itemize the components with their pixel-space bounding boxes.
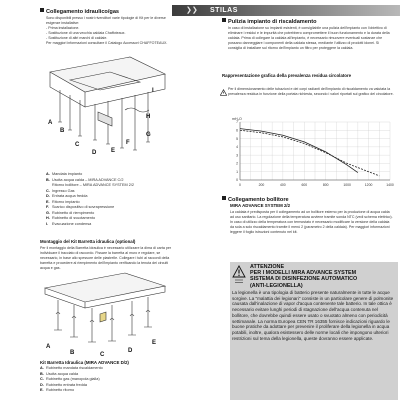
legend-item: F. Scarico dispositivo di sovrapressione — [46, 205, 115, 209]
bullet-square-icon — [222, 18, 226, 22]
notice-title: ATTENZIONE PER I MODELLI MIRA ADVANCE SYSTEM SISTEMA DI DISINFEZIONE AUTOMATICO (ANTI-LEGIONELLA) — [250, 264, 358, 289]
legend-item: B. Uscita acqua calda – MIRA ADVANCE C/2 — [46, 177, 124, 182]
fig2-callout: B — [70, 350, 75, 356]
section-title-idraulico: Collegamento idraulico/gas — [40, 8, 119, 16]
fig1-callout: I — [152, 88, 154, 94]
section-title-pulizia: Pulizia impianto di riscaldamento — [222, 18, 317, 26]
fig1-callout: A — [48, 120, 53, 126]
fig1-callout: D — [92, 150, 97, 156]
legend-item: D. Rubinetto entrata fredda — [40, 382, 87, 387]
bullet-square-icon — [40, 8, 44, 12]
fig1-callout: H — [146, 114, 151, 120]
fig2-callout: A — [46, 344, 51, 350]
section-body-bollitore: La caldaia è predisposta per il collegamento ad un bollitore esterno per la produzione di acqua calda ad uso sanitario. La regolazione della temperatura avviene tramite sonda NTC (vedi schema elettrico). In caso di utilizzo della temperatura con termostato è necessario modificare la versione della caldaia da sola a solo riscaldamento tramite il menù 2 (parametro 2 della caldaia). Per maggiori informazioni leggere il foglio istruzioni contenuto nel kit. — [230, 210, 393, 234]
fig1-callout: B — [60, 128, 65, 134]
section-body-prevalenza: Per il dimensionamento delle tubazioni e dei corpi radianti dell'impianto di riscaldamento va valutata la prevalenza residua in funzione della portata richiesta, secondo i valori riportati sul grafico del circolatore. — [228, 87, 394, 96]
chart-x-tick-label: 200 — [258, 183, 265, 187]
fig2-callout: D — [128, 348, 133, 354]
legend-item: H. Rubinetto di svuotamento — [46, 216, 96, 220]
legend-item: E. Rubinetto ritorno — [40, 388, 75, 392]
info-triangle-icon — [220, 89, 227, 96]
legend-item: C. Ingresso Gas — [46, 188, 75, 193]
chart-x-tick-label: 800 — [322, 183, 329, 187]
notice-body: La legionella è una tipologia di batterio presente naturalmente in tutte le acque sorgive. La "malattia dei legionari" consiste in un particolare genere di polmonite causata dall'inalazione di vapor d'acqua contenente tale batterio. In tale ottica è necessario evitare lunghi periodi di stagnazione dell'acqua contenuta nel bollitore, che dovrebbe quindi essere usato o svuotato almeno con periodicità settimanale. La norma Europea CEN TR 16355 fornisce indicazioni riguardo le buone pratiche da adottare per prevenire il proliferare della legionella in acqua potabili, inoltre, qualora esistessero delle norme locali che impongono ulteriori restrizioni sul tema della legionella, queste dovranno essere applicate. — [232, 290, 394, 341]
chart-x-tick-label: 0 — [239, 183, 241, 187]
fig1-callout: E — [111, 148, 116, 154]
legend-item: G. Rubinetto di riempimento — [46, 210, 95, 215]
legend-hydraulic-bar — [40, 366, 103, 394]
legend-item: E. Ritorno impianto — [46, 199, 80, 204]
header-bar — [172, 5, 400, 16]
chart-y-tick-label: 7 — [236, 120, 238, 125]
section-title-prevalenza: Rappresentazione grafica della prevalenza residua circolatore — [222, 73, 352, 78]
legend-item: B. Uscita acqua calda — [40, 371, 79, 376]
chart-series-line — [240, 130, 379, 176]
fig2-callout: E — [152, 340, 157, 346]
legend-item: C. Rubinetto gas (manopola gialla) — [40, 377, 100, 381]
chart-y-tick-label: 4 — [236, 145, 238, 150]
chart-y-tick-label: 0 — [236, 178, 238, 183]
chart-x-tick-label: 1400 — [386, 183, 394, 187]
fig1-callout: G — [146, 132, 151, 138]
section-body-barretta: Per il montaggio della Barretta Idraulica è necessario utilizzare la dima di carta per individuare il tracciato di raccordo. Fissare la barretta al muro e regolare, se necessario, in base allo spessore delle piastrelle. Collegare i tubi ai raccordi della barretta e procedere al riempimento dell'impianto verificando la tenuta dei circuiti acqua e gas. — [40, 246, 172, 270]
bullet-square-icon — [222, 196, 226, 200]
section-title-barretta: Montaggio del Kit Barretta idraulica (optional) — [40, 239, 136, 244]
legend-bar-title: Kit Barretta Idraulica (MIRA ADVANCE D/2) — [40, 360, 129, 365]
chart-y-tick-label: 6 — [236, 128, 238, 133]
legend-item: Ritorno bollitore – MIRA ADVANCE SYSTEM 2/2 — [52, 183, 135, 187]
warning-hand-icon — [232, 265, 246, 285]
chart-x-tick-label: 1000 — [343, 183, 351, 187]
chart-y-tick-label: 2 — [236, 161, 238, 166]
legend-item: D. Entrata acqua fredda — [46, 194, 88, 198]
chart-x-tick-label: 400 — [280, 183, 286, 187]
legend-connections — [46, 172, 134, 227]
fig2-callout: C — [100, 352, 105, 358]
figure-boiler-connections — [40, 52, 170, 172]
section-body-pulizia: In caso di installazione su impianti esistenti, è consigliabile una pulizia dell'impianto con l'obiettivo di eliminare i residui e le impurità che potrebbero compromettere il buon funzionamento e la durata della caldaia. Prima di collegare la caldaia all'impianto, è necessario rimuovere eventuali sostanze che possano danneggiare i componenti della caldaia stessa, mediante l'utilizzo di prodotti idonei. Si consiglia di installare sul ritorno dell'impianto un filtro per proteggere la caldaia. — [228, 26, 390, 50]
pump-head-chart — [226, 114, 396, 194]
chart-x-tick-label: 1200 — [364, 183, 373, 187]
fig1-callout: C — [75, 142, 80, 148]
chart-y-axis-label: mH₂O — [232, 117, 242, 121]
chart-x-tick-label: 600 — [301, 183, 308, 187]
section-body-idraulico: Sono disponibili presso i nostri rivenditori varie tipologie di Kit per le diverse esigenze installative: - Prima installazione. - Sostituzione di una vecchia caldaia Chaffoteaux. - Sostituzione di altri marchi di caldaie. Per maggiori informazioni consultare il Catalogo Accessori CHAFFOTEAUX. — [46, 16, 168, 45]
legend-item: A. Rubinetto mandata riscaldamento — [40, 366, 103, 370]
chart-y-tick-label: 5 — [236, 136, 238, 141]
chart-series-line — [240, 129, 358, 173]
figure-hydraulic-bar — [40, 268, 170, 358]
legend-item: I. Evacuazione condensa — [46, 221, 92, 226]
fig1-callout: F — [126, 140, 130, 146]
chart-y-tick-label: 3 — [236, 153, 238, 158]
section-title-bollitore: Collegamento bollitore — [222, 196, 289, 204]
chart-y-tick-label: 1 — [236, 169, 238, 174]
nav-chevrons-icon: ❯❯ — [186, 7, 198, 14]
section-subtitle-bollitore: MIRA ADVANCE SYSTEM 2/2 — [230, 203, 291, 208]
brand-label: STILAS — [210, 7, 238, 14]
legend-item: A. Mandata impianto — [46, 172, 83, 176]
